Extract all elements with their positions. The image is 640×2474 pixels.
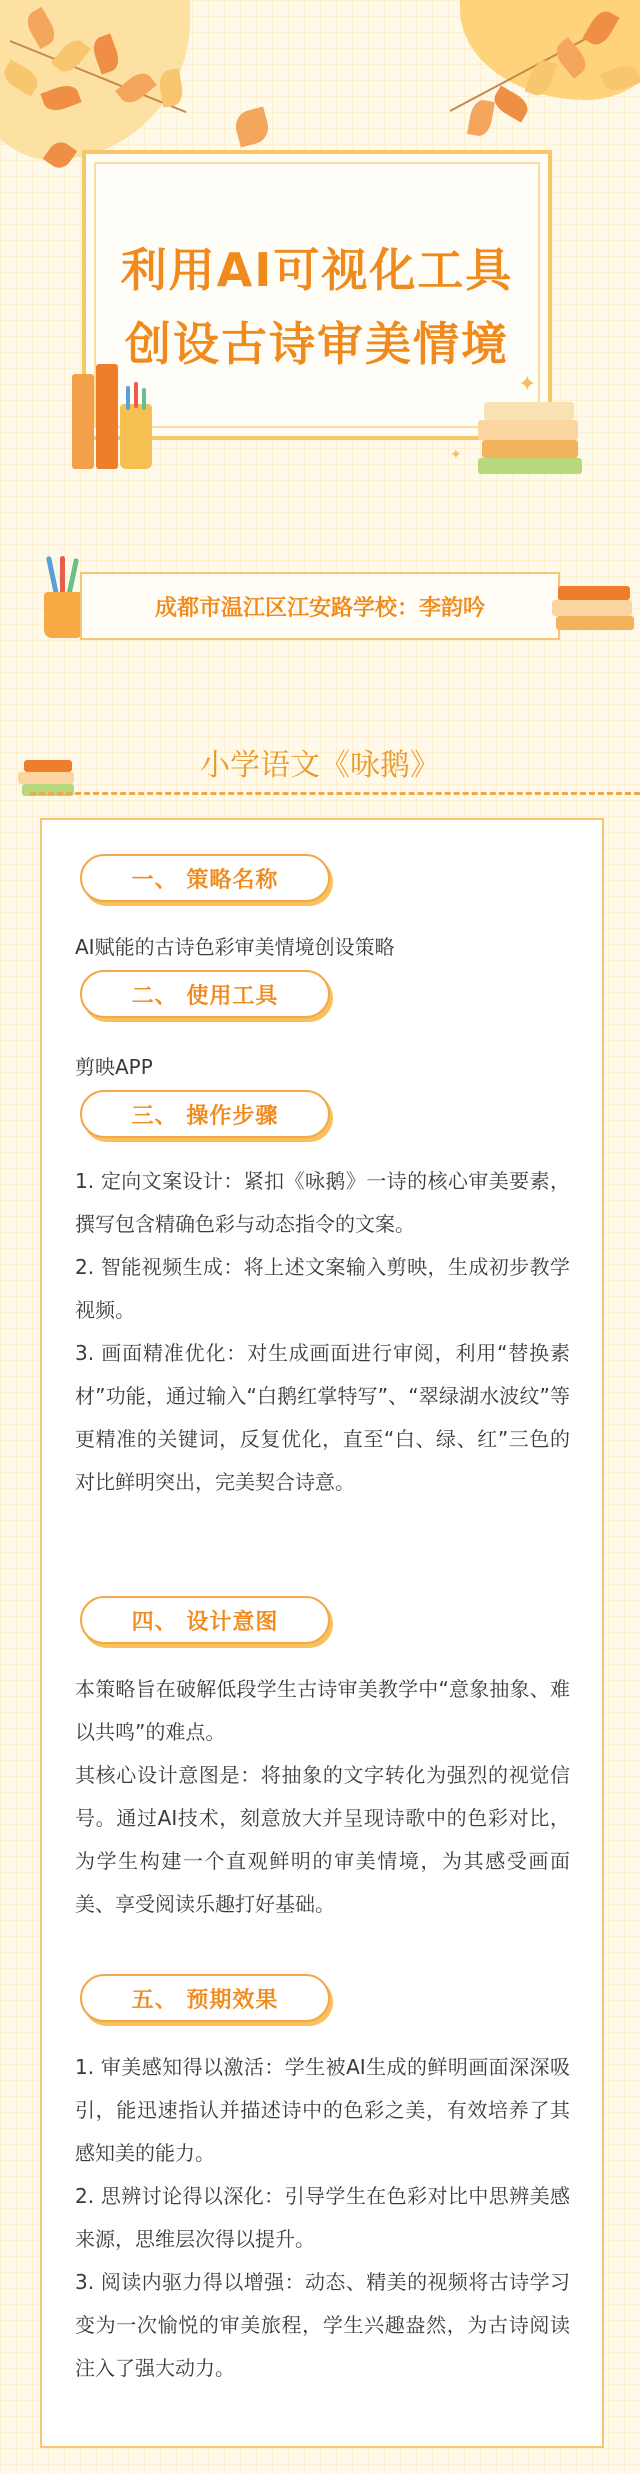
section-body-intent <box>75 1668 570 1926</box>
page-title-line-2: 创设古诗审美情境 <box>125 317 509 371</box>
section-body-strategy <box>75 926 570 969</box>
sparkle-icon: ✦ <box>518 372 537 397</box>
page-title-line-1: 利用AI可视化工具 <box>120 243 514 297</box>
section-heading-steps <box>80 1090 330 1138</box>
section-heading-label: 二、 使用工具 <box>131 983 279 1009</box>
lesson-subtitle: 小学语文《咏鹅》 <box>200 748 440 783</box>
section-heading-label: 五、 预期效果 <box>131 1987 279 2013</box>
sparkle-icon: ✦ <box>450 447 462 463</box>
leaf-icon <box>232 106 272 147</box>
section-heading-effects <box>80 1974 330 2022</box>
books-stack-icon <box>478 402 588 482</box>
section-heading-label: 三、 操作步骤 <box>131 1103 279 1129</box>
dashed-divider <box>30 792 640 795</box>
section-heading-label: 四、 设计意图 <box>131 1609 279 1635</box>
paragraph: AI赋能的古诗色彩审美情境创设策略 <box>75 935 395 959</box>
author-banner <box>80 572 560 640</box>
books-icon <box>552 586 638 636</box>
paragraph: 2. 思辨讨论得以深化：引导学生在色彩对比中思辨美感来源，思维层次得以提升。 <box>75 2184 570 2251</box>
paragraph: 1. 审美感知得以激活：学生被AI生成的鲜明画面深深吸引，能迅速指认并描述诗中的色彩之美，有效培养了其感知美的能力。 <box>75 2055 570 2165</box>
leaf-branch-right-icon <box>440 0 640 170</box>
section-heading-label: 一、 策略名称 <box>131 867 279 893</box>
paragraph: 2. 智能视频生成：将上述文案输入剪映，生成初步教学视频。 <box>75 1255 570 1322</box>
section-heading-tools <box>80 970 330 1018</box>
section-body-tools <box>75 1046 570 1089</box>
section-heading-intent <box>80 1596 330 1644</box>
paragraph: 本策略旨在破解低段学生古诗审美教学中“意象抽象、难以共鸣”的难点。 <box>75 1677 570 1744</box>
paragraph: 3. 阅读内驱力得以增强：动态、精美的视频将古诗学习变为一次愉悦的审美旅程，学生兴趣盎然，为古诗阅读注入了强大动力。 <box>75 2270 570 2380</box>
section-body-effects <box>75 2046 570 2390</box>
paragraph: 其核心设计意图是：将抽象的文字转化为强烈的视觉信号。通过AI技术，刻意放大并呈现诗歌中的色彩对比，为学生构建一个直观鲜明的审美情境，为其感受画面美、享受阅读乐趣打好基础。 <box>75 1763 570 1916</box>
paragraph: 1. 定向文案设计：紧扣《咏鹅》一诗的核心审美要素，撰写包含精确色彩与动态指令的文案。 <box>75 1169 570 1236</box>
paragraph: 3. 画面精准优化：对生成画面进行审阅，利用“替换素材”功能，通过输入“白鹅红掌特写”、“翠绿湖水波纹”等更精准的关键词，反复优化，直至“白、绿、红”三色的对比鲜明突出，完美契合诗意。 <box>75 1341 570 1494</box>
section-heading-strategy <box>80 854 330 902</box>
paragraph: 剪映APP <box>75 1055 153 1079</box>
section-body-steps <box>75 1160 570 1504</box>
books-icon <box>72 364 162 474</box>
author-name: 成都市温江区江安路学校：李韵吟 <box>154 595 485 621</box>
